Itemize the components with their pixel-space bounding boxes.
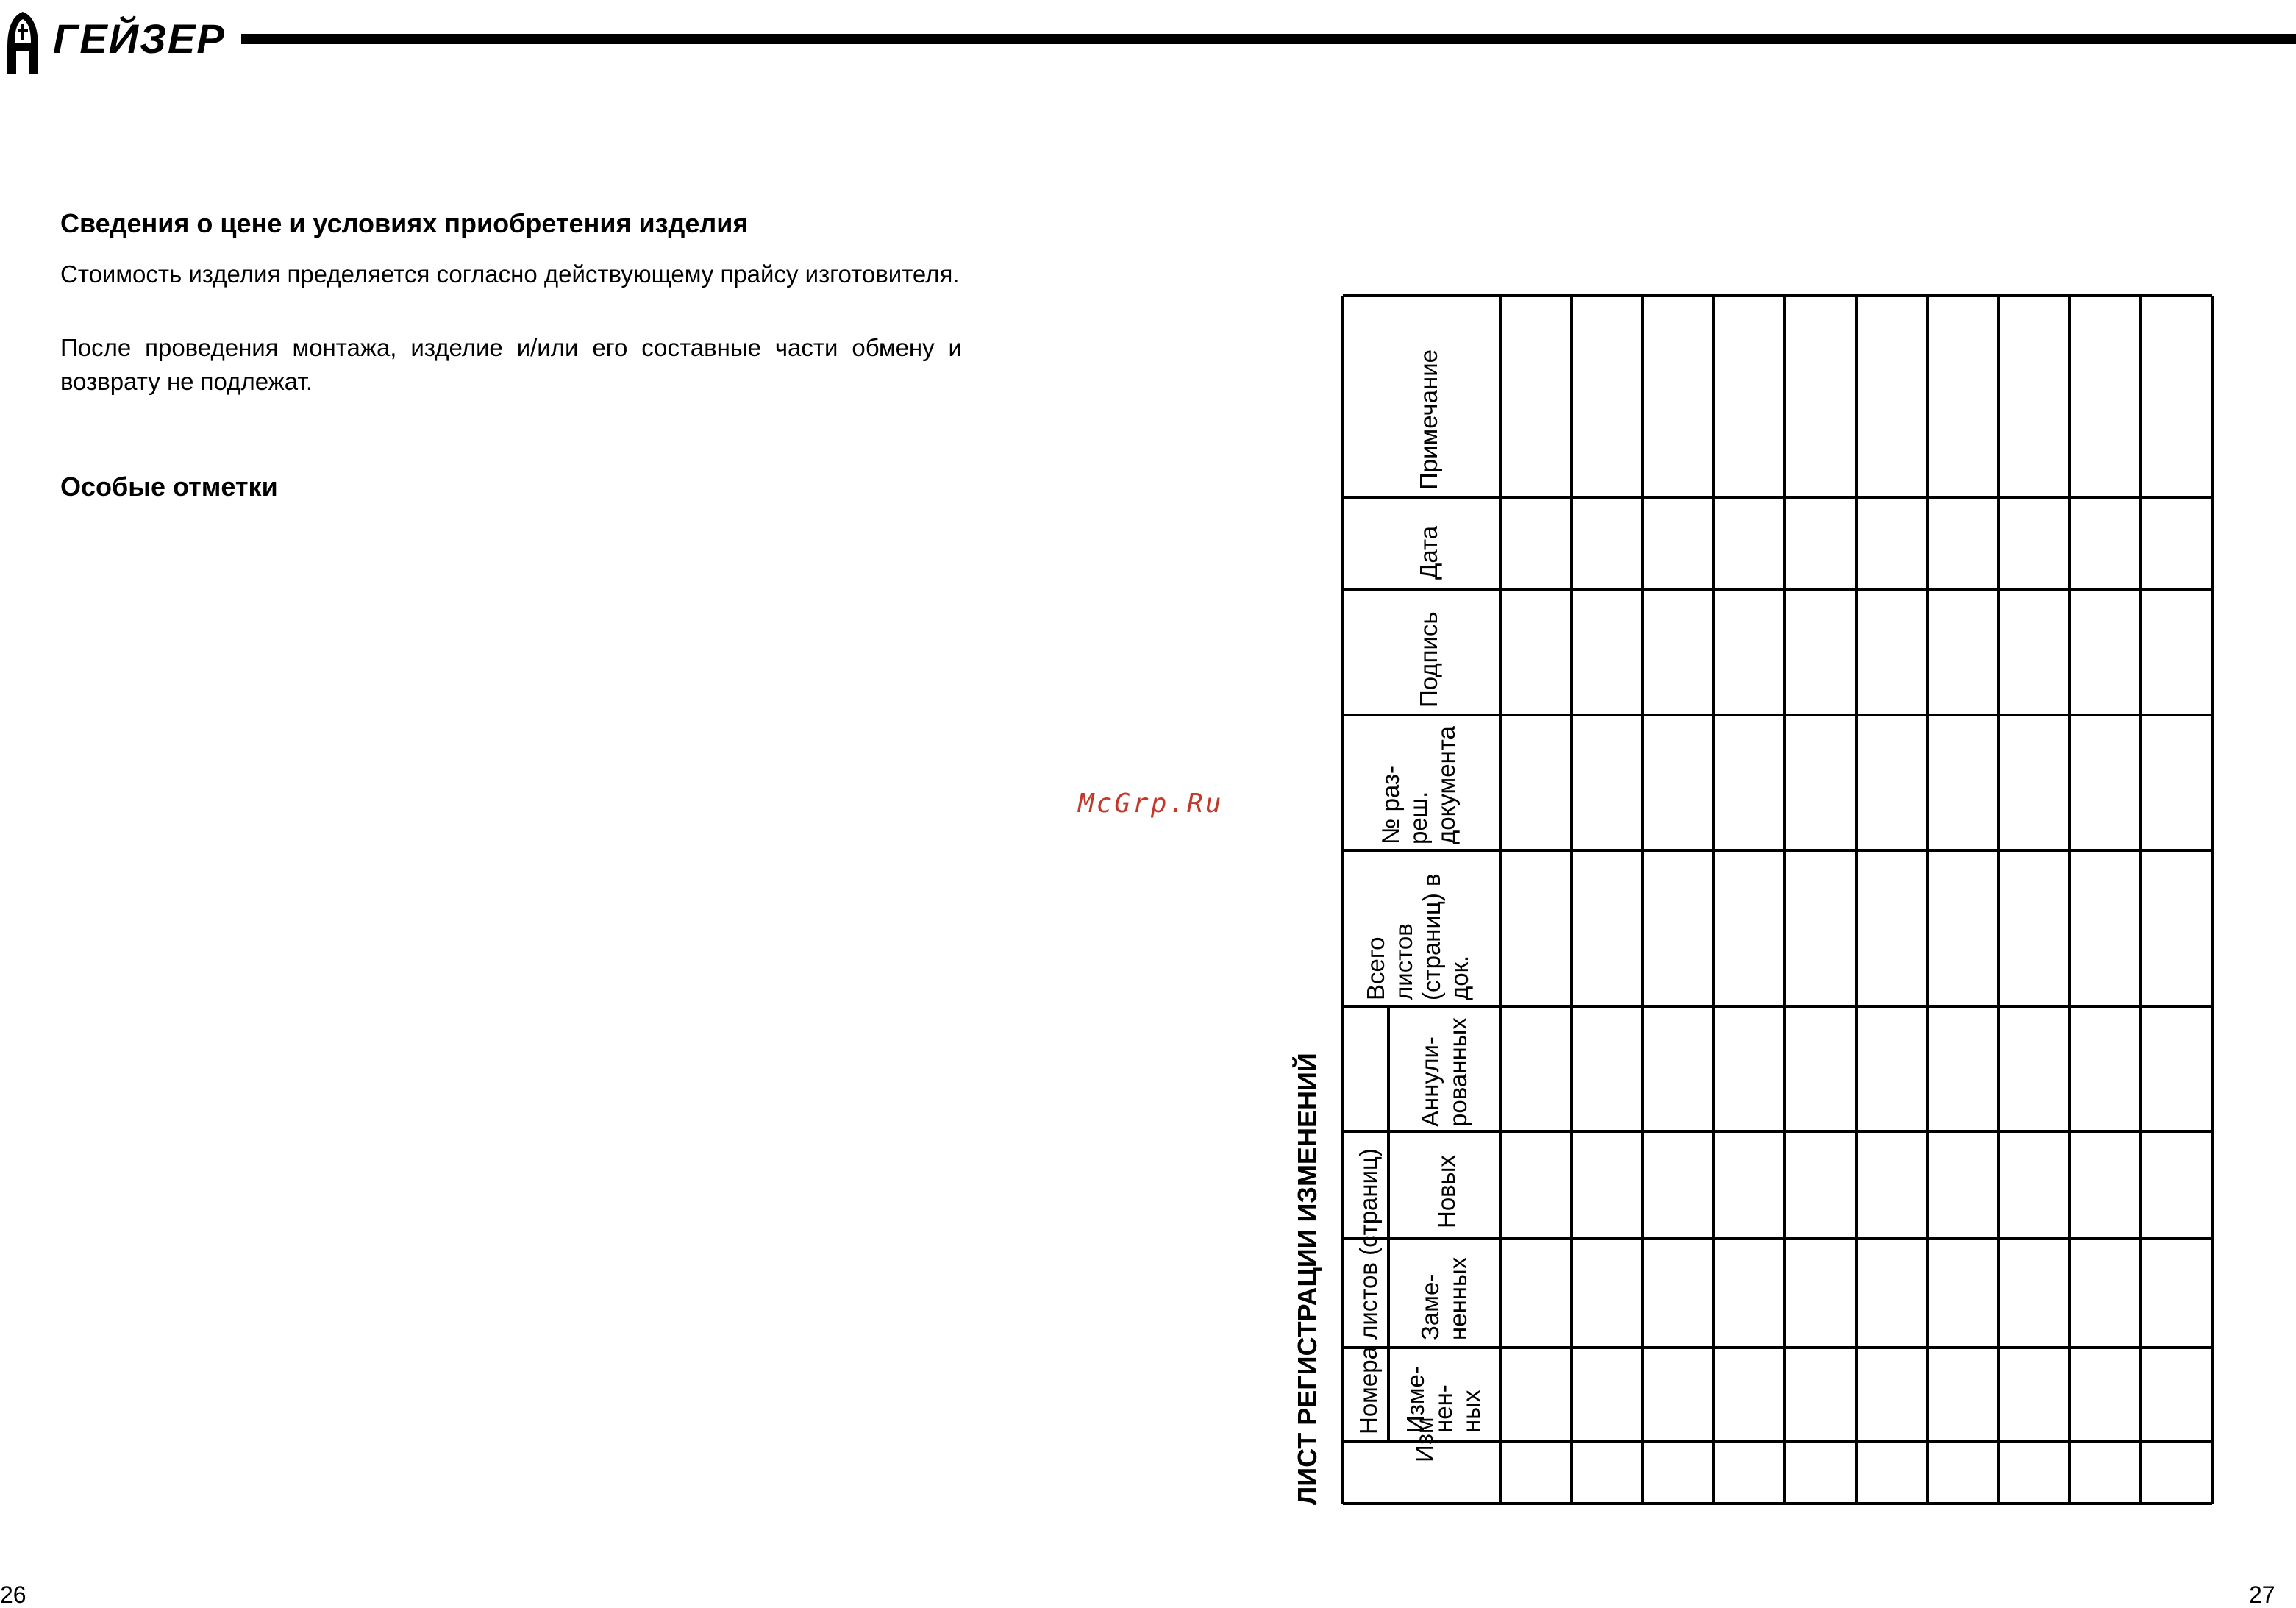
notes-heading: Особые отметки bbox=[60, 472, 278, 502]
register-grid bbox=[1343, 296, 2212, 1504]
col-vsego-header: Всего листов (страниц) в док. bbox=[1362, 873, 1473, 1000]
price-paragraph: Стоимость изделия пределяется согласно действующему прайсу изготовителя. bbox=[60, 260, 960, 288]
page-number-left: 26 bbox=[0, 1582, 26, 1608]
watermark: McGrp.Ru bbox=[1078, 789, 1224, 819]
price-heading: Сведения о цене и условиях приобретения изделия bbox=[60, 208, 749, 238]
col-data-header: Дата bbox=[1415, 525, 1442, 580]
return-paragraph: После проведения монтажа, изделие и/или его составные части обмену и возврату не подлежат. bbox=[60, 334, 962, 395]
col-annulirovannyh-header: Аннули- рованных bbox=[1416, 1017, 1472, 1127]
col-primechanie-header: Примечание bbox=[1415, 349, 1442, 490]
column-group-header: Номера листов (страниц) bbox=[1355, 1148, 1382, 1434]
page-number-right: 27 bbox=[2249, 1582, 2275, 1608]
col-izmenennyh-header: Изме- нен- ных bbox=[1402, 1366, 1485, 1433]
col-novyh-header: Новых bbox=[1433, 1155, 1460, 1228]
col-nomer-razresh-header: № раз- реш. документа bbox=[1377, 726, 1460, 844]
col-zamenennyh-header: Заме- ненных bbox=[1416, 1256, 1472, 1340]
register-title: ЛИСТ РЕГИСТРАЦИИ ИЗМЕНЕНИЙ bbox=[1292, 1053, 1322, 1505]
col-podpis-header: Подпись bbox=[1415, 611, 1442, 708]
brand-name: ГЕЙЗЕР bbox=[53, 15, 226, 62]
col-izm-header: Изм bbox=[1411, 1417, 1438, 1462]
